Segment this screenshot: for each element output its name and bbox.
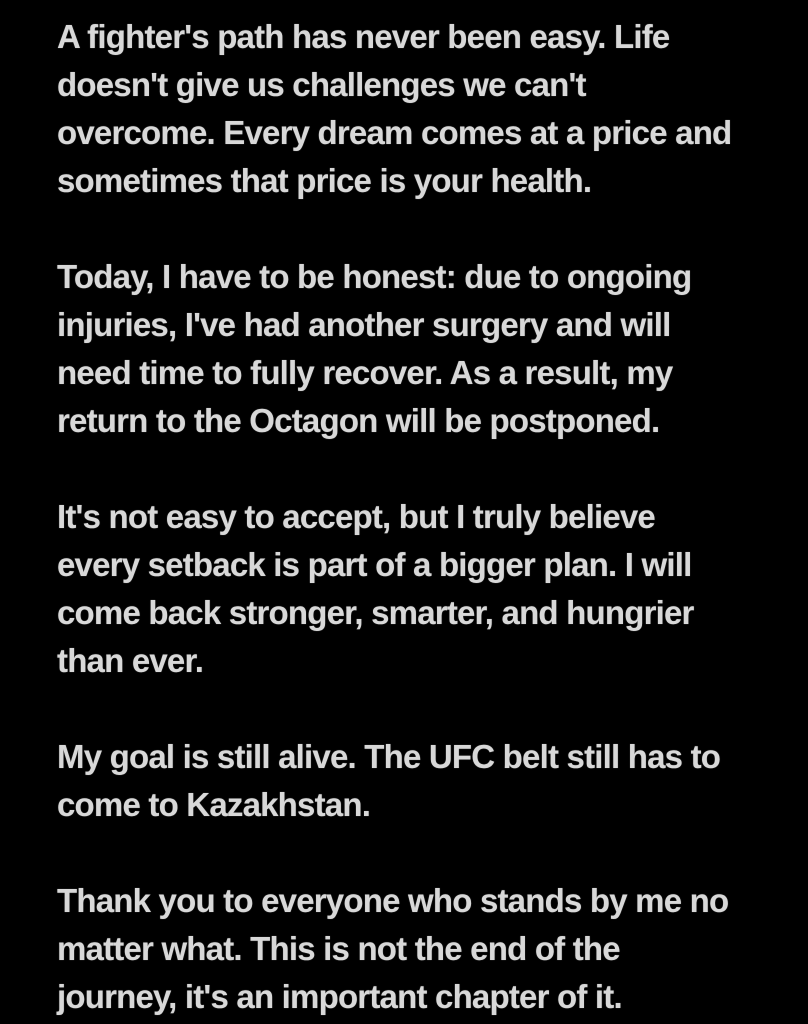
text-line: come back stronger, smarter, and hungrier [57, 594, 694, 631]
text-line: My goal is still alive. The UFC belt still has to [57, 738, 721, 775]
paragraph [57, 877, 750, 1021]
text-line: injuries, I've had another surgery and will [57, 306, 671, 343]
text-line: than ever. [57, 642, 204, 679]
text-line: come to Kazakhstan. [57, 786, 371, 823]
text-line: doesn't give us challenges we can't [57, 66, 586, 103]
text-line: sometimes that price is your health. [57, 162, 592, 199]
paragraph [57, 13, 750, 205]
text-line: matter what. This is not the end of the [57, 930, 620, 967]
text-line: A fighter's path has never been easy. Life [57, 18, 670, 55]
text-line: Today, I have to be honest: due to ongoing [57, 258, 692, 295]
paragraph [57, 733, 750, 829]
text-line: journey, it's an important chapter of it. [57, 978, 622, 1015]
text-line: return to the Octagon will be postponed. [57, 402, 660, 439]
paragraph [57, 253, 750, 445]
text-line: overcome. Every dream comes at a price and [57, 114, 732, 151]
text-line: need time to fully recover. As a result, my [57, 354, 673, 391]
text-line: Thank you to everyone who stands by me no [57, 882, 729, 919]
paragraph [57, 493, 750, 685]
text-line: every setback is part of a bigger plan. I will [57, 546, 692, 583]
text-line: It's not easy to accept, but I truly believe [57, 498, 655, 535]
